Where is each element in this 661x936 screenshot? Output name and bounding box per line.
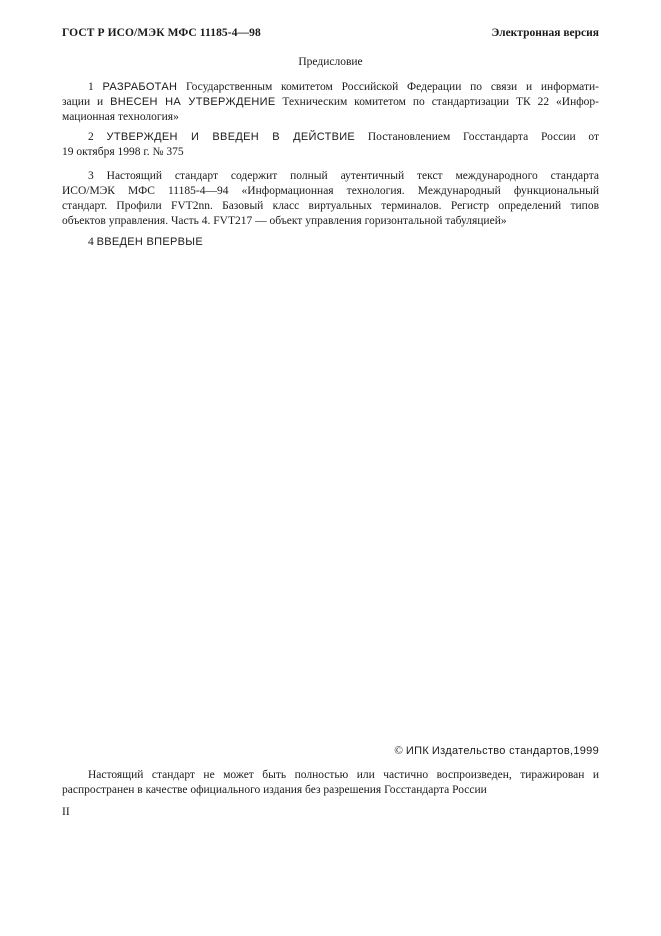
copyright-text: Издательство стандартов,1999: [431, 745, 599, 757]
paragraph-4-number: 4: [88, 236, 94, 248]
copyright-org: ИПК: [405, 745, 430, 757]
paragraph-2-line-2: 19 октября 1998 г. № 375: [62, 146, 184, 158]
notice-line-1: Настоящий стандарт не может быть полностью или частично воспроизведен, тиражирован и: [88, 769, 599, 781]
paragraph-1-text-2a: зации и: [62, 96, 104, 108]
paragraph-3-line-3: стандарт. Профили FVT2nn. Базовый класс виртуальных терминалов. Регистр определений типов: [62, 200, 599, 212]
paragraph-1-text-2c: Техническим комитетом по стандартизации ТК 22 «Инфор-: [282, 96, 600, 108]
copyright-line: [394, 745, 599, 757]
paragraph-1: [62, 80, 599, 125]
paragraph-3: [62, 169, 599, 229]
copyright-symbol: ©: [394, 745, 404, 757]
paragraph-1-line-3: мационная технология»: [62, 111, 179, 123]
paragraph-2-lead: УТВЕРЖДЕН И ВВЕДЕН В ДЕЙСТВИЕ: [106, 131, 356, 143]
paragraph-3-line-1: 3 Настоящий стандарт содержит полный аутентичный текст международного стандарта: [88, 170, 599, 182]
paragraph-1-lead-2: ВНЕСЕН НА УТВЕРЖДЕНИЕ: [110, 96, 276, 108]
paragraph-1-number: 1: [88, 81, 94, 93]
page-number: II: [62, 806, 70, 818]
paragraph-2-line-1: [62, 130, 599, 145]
reproduction-notice: [62, 768, 599, 798]
standard-code: ГОСТ Р ИСО/МЭК МФС 11185-4—98: [62, 27, 261, 39]
paragraph-4-lead: ВВЕДЕН ВПЕРВЫЕ: [96, 236, 203, 248]
paragraph-3-line-4: объектов управления. Часть 4. FVT217 — объект управления горизонтальной табуляцией»: [62, 215, 507, 227]
paragraph-1-lead: РАЗРАБОТАН: [102, 81, 178, 93]
paragraph-2-number: 2: [88, 131, 94, 143]
paragraph-3-line-2: ИСО/МЭК МФС 11185-4—94 «Информационная технология. Международный функциональный: [62, 185, 599, 197]
paragraph-2: [62, 130, 599, 160]
paragraph-1-line-2: [62, 95, 599, 110]
page-title: Предисловие: [298, 56, 363, 68]
notice-line-2: распространен в качестве официального издания без разрешения Госстандарта России: [62, 784, 487, 796]
paragraph-4-line-1: [62, 235, 599, 250]
paragraph-1-line-1: [62, 80, 599, 95]
paragraph-4: [62, 235, 599, 250]
paragraph-1-text: Государственным комитетом Российской Федерации по связи и информати-: [186, 81, 600, 93]
paragraph-2-text: Постановлением Госстандарта России от: [367, 131, 600, 143]
version-label: Электронная версия: [491, 27, 599, 39]
